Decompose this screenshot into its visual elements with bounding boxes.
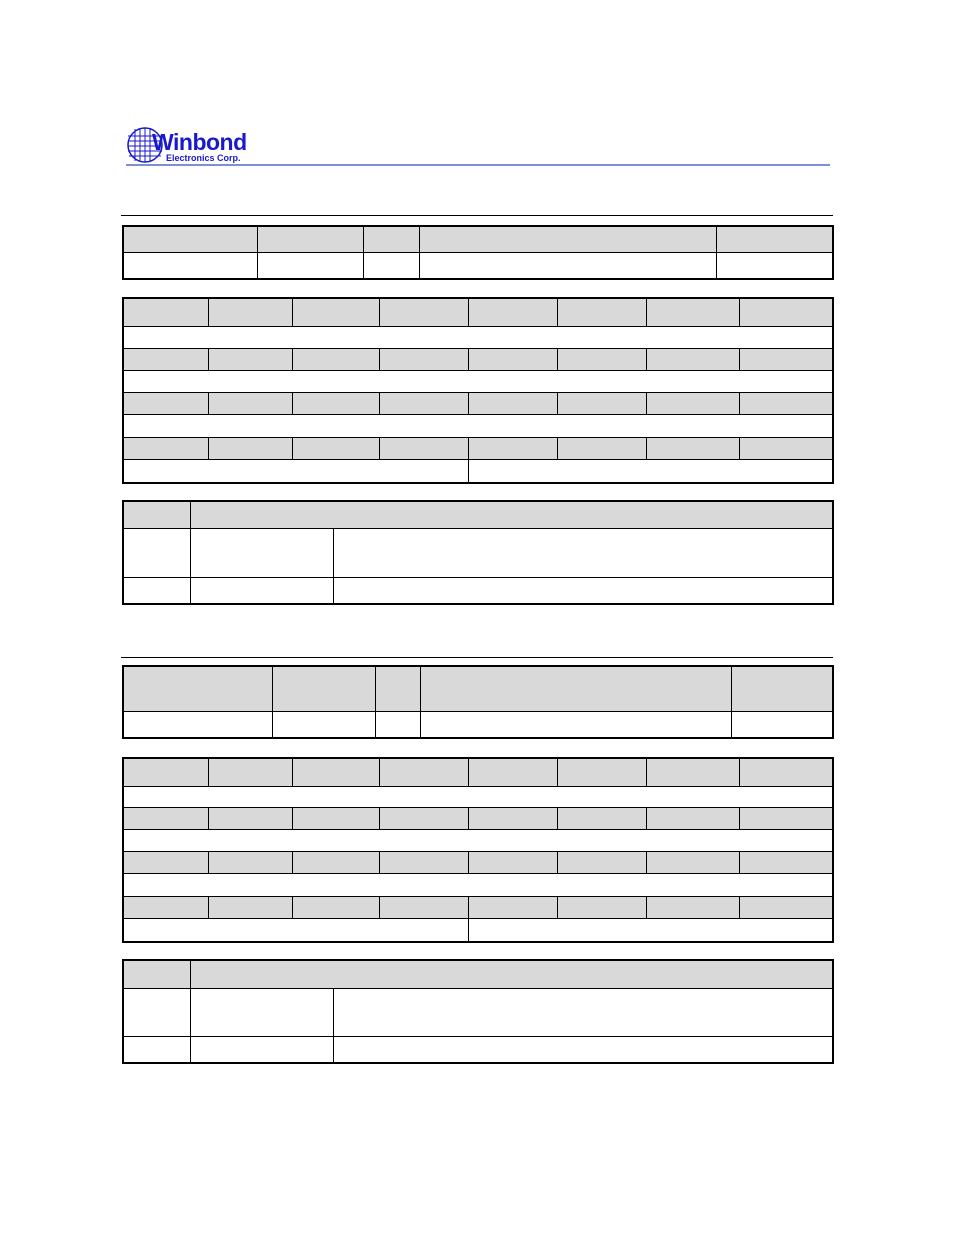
bit-name-half <box>468 459 833 483</box>
section-2-rule <box>121 657 833 658</box>
summary-value-cell <box>272 711 375 738</box>
bit-cell <box>208 298 292 326</box>
bit-cell <box>468 298 557 326</box>
bit-cell <box>557 348 646 370</box>
bit-cell <box>468 851 557 873</box>
bit-cell <box>557 437 646 459</box>
summary-value-cell <box>420 711 731 738</box>
bit-cell <box>208 896 292 918</box>
summary-header-cell <box>363 226 419 252</box>
bit-cell <box>208 437 292 459</box>
summary-header-cell <box>123 226 257 252</box>
bit-cell <box>646 298 739 326</box>
bit-cell <box>292 298 379 326</box>
bit-cell <box>208 807 292 829</box>
desc-bits-cell <box>123 577 190 604</box>
bit-cell <box>646 896 739 918</box>
bit-cell <box>646 851 739 873</box>
bit-cell <box>646 807 739 829</box>
bit-cell <box>292 851 379 873</box>
winbond-logo <box>126 126 256 166</box>
bit-cell <box>557 896 646 918</box>
bit-cell <box>379 807 468 829</box>
bit-cell <box>379 348 468 370</box>
summary-header-cell <box>419 226 716 252</box>
bit-name-row <box>123 370 833 392</box>
bit-cell <box>739 437 833 459</box>
bit-cell <box>292 348 379 370</box>
bit-cell <box>468 807 557 829</box>
bit-name-row <box>123 414 833 437</box>
bit-cell <box>208 851 292 873</box>
bit-cell <box>468 348 557 370</box>
bit-cell <box>468 896 557 918</box>
bit-cell <box>739 348 833 370</box>
bit-cell <box>123 896 208 918</box>
bit-cell <box>557 298 646 326</box>
bit-cell <box>646 348 739 370</box>
summary-value-cell <box>123 252 257 279</box>
register-summary-table-1 <box>122 225 834 280</box>
bit-name-half <box>468 918 833 942</box>
desc-header-bits <box>123 960 190 988</box>
bit-cell <box>123 437 208 459</box>
desc-bits-cell <box>123 988 190 1036</box>
desc-text-cell <box>333 988 833 1036</box>
bit-cell <box>379 392 468 414</box>
bit-cell <box>123 392 208 414</box>
bit-description-table-2 <box>122 959 834 1064</box>
bit-name-row <box>123 829 833 851</box>
bit-cell <box>646 392 739 414</box>
desc-text-cell <box>333 1036 833 1063</box>
summary-value-cell <box>363 252 419 279</box>
bit-cell <box>379 896 468 918</box>
bit-cell <box>379 437 468 459</box>
bit-cell <box>292 392 379 414</box>
bit-cell <box>379 758 468 786</box>
bit-cell <box>739 851 833 873</box>
summary-header-cell <box>272 666 375 711</box>
bit-cell <box>739 807 833 829</box>
desc-name-cell <box>190 1036 333 1063</box>
bit-cell <box>123 758 208 786</box>
bit-cell <box>292 896 379 918</box>
desc-bits-cell <box>123 1036 190 1063</box>
summary-value-cell <box>123 711 272 738</box>
register-summary-table-2 <box>122 665 834 739</box>
desc-header-bits <box>123 501 190 528</box>
bit-cell <box>468 758 557 786</box>
bit-cell <box>123 807 208 829</box>
desc-header-description <box>190 960 833 988</box>
summary-header-cell <box>716 226 833 252</box>
bit-map-table-1 <box>122 297 834 484</box>
desc-name-cell <box>190 988 333 1036</box>
bit-cell <box>557 392 646 414</box>
bit-cell <box>646 437 739 459</box>
bit-cell <box>379 298 468 326</box>
bit-name-row <box>123 873 833 896</box>
bit-cell <box>557 851 646 873</box>
summary-value-cell <box>731 711 833 738</box>
desc-header-description <box>190 501 833 528</box>
bit-cell <box>646 758 739 786</box>
bit-cell <box>468 437 557 459</box>
summary-header-cell <box>420 666 731 711</box>
bit-cell <box>292 758 379 786</box>
bit-cell <box>208 392 292 414</box>
bit-cell <box>739 392 833 414</box>
bit-cell <box>739 896 833 918</box>
bit-cell <box>379 851 468 873</box>
bit-name-row <box>123 786 833 807</box>
summary-value-cell <box>716 252 833 279</box>
header-rule <box>126 164 830 166</box>
bit-cell <box>739 758 833 786</box>
bit-cell <box>292 807 379 829</box>
bit-description-table-1 <box>122 500 834 605</box>
desc-text-cell <box>333 528 833 577</box>
summary-header-cell <box>375 666 420 711</box>
bit-name-half <box>123 459 468 483</box>
desc-text-cell <box>333 577 833 604</box>
bit-cell <box>123 348 208 370</box>
bit-cell <box>739 298 833 326</box>
bit-name-half <box>123 918 468 942</box>
bit-cell <box>557 758 646 786</box>
brand-subtitle: Electronics Corp. <box>166 153 241 163</box>
summary-header-cell <box>123 666 272 711</box>
bit-map-table-2 <box>122 757 834 943</box>
desc-name-cell <box>190 528 333 577</box>
bit-cell <box>123 851 208 873</box>
desc-name-cell <box>190 577 333 604</box>
bit-cell <box>557 807 646 829</box>
section-1-rule <box>121 215 833 216</box>
bit-cell <box>123 298 208 326</box>
bit-cell <box>292 437 379 459</box>
bit-cell <box>208 758 292 786</box>
bit-name-row <box>123 326 833 348</box>
bit-cell <box>208 348 292 370</box>
summary-value-cell <box>375 711 420 738</box>
summary-header-cell <box>257 226 363 252</box>
summary-value-cell <box>257 252 363 279</box>
desc-bits-cell <box>123 528 190 577</box>
bit-cell <box>468 392 557 414</box>
summary-header-cell <box>731 666 833 711</box>
summary-value-cell <box>419 252 716 279</box>
brand-name: Winbond <box>152 129 247 155</box>
